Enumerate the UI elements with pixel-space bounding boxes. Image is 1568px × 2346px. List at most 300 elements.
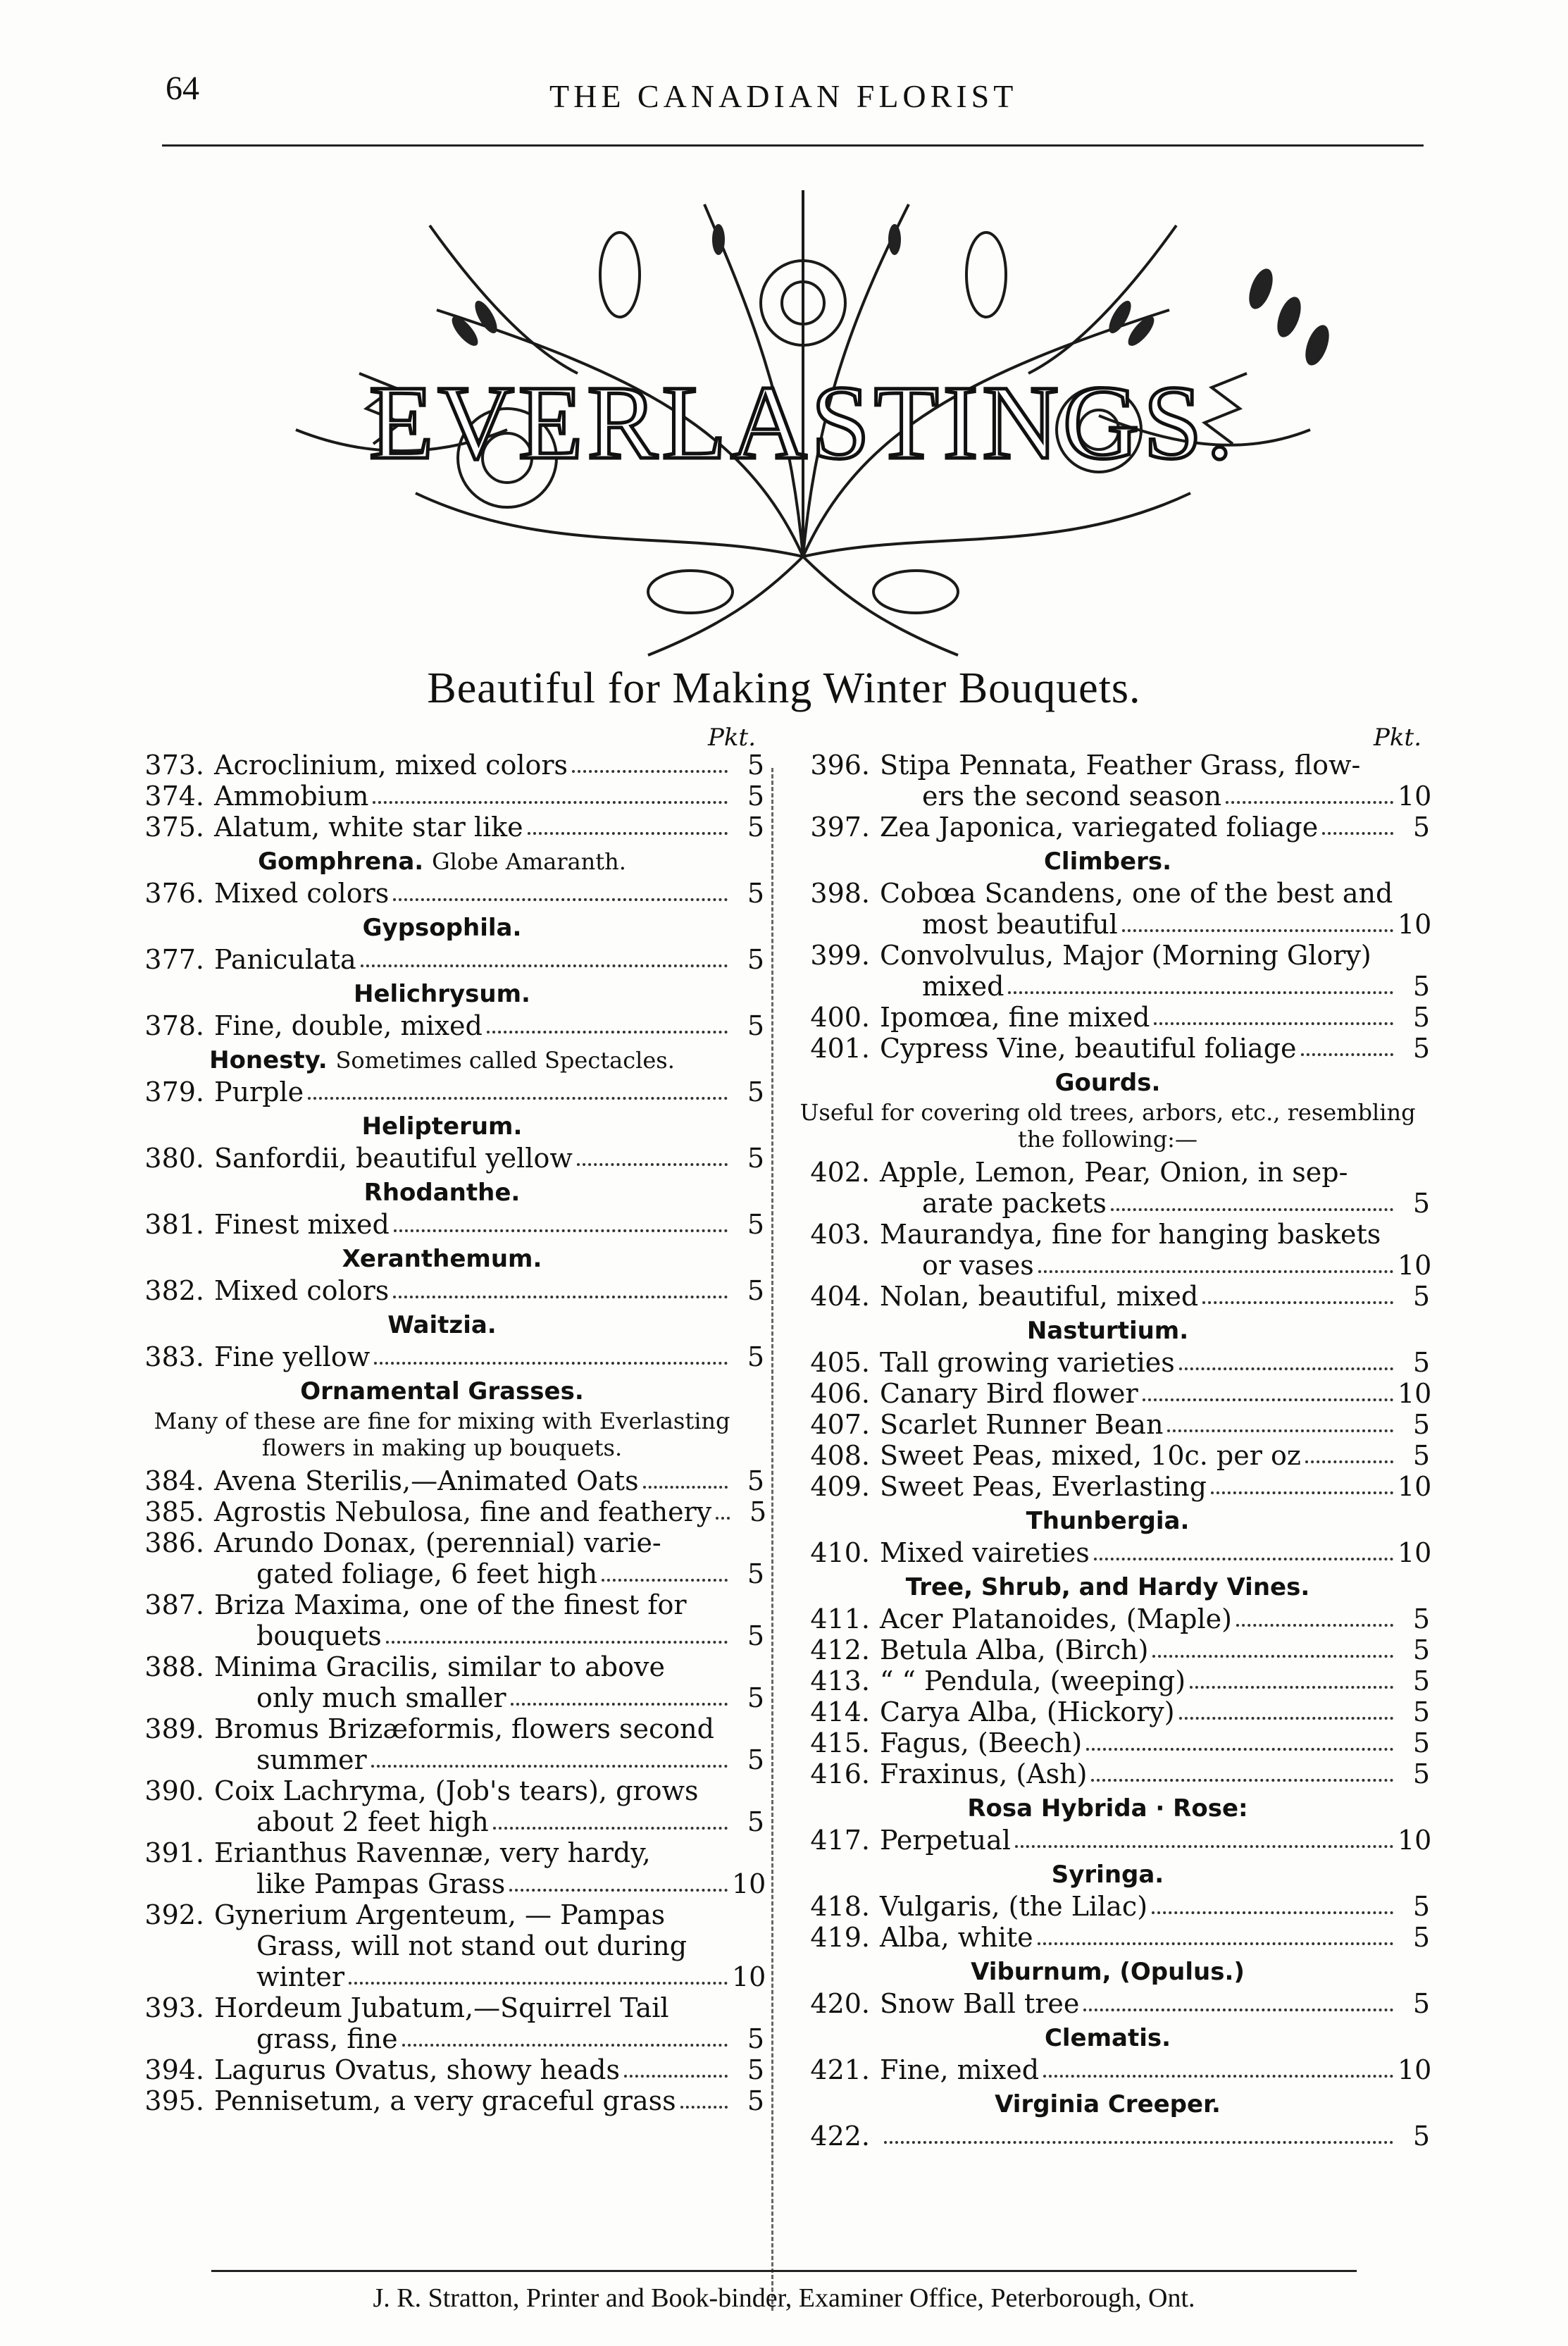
item-number: 383. xyxy=(144,1341,204,1372)
left-column xyxy=(120,724,767,2116)
item-price: 10 xyxy=(1398,781,1432,812)
section-title: Viburnum, (Opulus.) xyxy=(971,1958,1245,1986)
leader-dots xyxy=(1143,1398,1393,1401)
item-description xyxy=(214,1496,767,1527)
item-number: 399. xyxy=(810,940,870,971)
leader-dots xyxy=(1083,2009,1393,2011)
printer-footer: J. R. Stratton, Printer and Book-binder, Examiner Office, Peterborough, Ont. xyxy=(373,2283,1195,2313)
section-title: Helipterum. xyxy=(361,1112,523,1141)
leader-dots xyxy=(602,1579,728,1582)
item-description xyxy=(880,1347,1430,1378)
item-description xyxy=(880,1891,1430,1922)
leader-dots xyxy=(624,2075,728,2078)
item-name-line: Arundo Donax, (perennial) varie- xyxy=(214,1527,661,1558)
item-number: 420. xyxy=(810,1988,870,2019)
leader-dots xyxy=(373,801,728,804)
item-name: Pennisetum, a very graceful grass xyxy=(214,2085,676,2116)
item-number: 389. xyxy=(144,1713,204,1744)
item-number: 401. xyxy=(810,1033,870,1064)
item-number: 421. xyxy=(810,2054,870,2085)
item-price: 5 xyxy=(1412,971,1430,1002)
section-heading xyxy=(120,1177,764,1209)
catalog-entry xyxy=(785,1891,1430,1922)
item-number: 412. xyxy=(810,1634,870,1665)
item-number: 408. xyxy=(810,1440,870,1471)
item-price: 5 xyxy=(1412,1891,1430,1922)
item-name-line: winter xyxy=(256,1961,345,1992)
item-description xyxy=(214,1209,764,1240)
item-price: 5 xyxy=(747,1010,764,1041)
item-price: 5 xyxy=(747,944,764,975)
section-heading xyxy=(785,2022,1430,2054)
item-number: 417. xyxy=(810,1825,870,1856)
catalog-entry xyxy=(785,1537,1430,1568)
item-price: 10 xyxy=(1398,1378,1432,1409)
item-description xyxy=(880,1988,1430,2019)
item-name-line: arate packets xyxy=(922,1188,1107,1219)
section-description: Many of these are fine for mixing with Everlasting flowers in making up bouquets. xyxy=(154,1408,730,1461)
section-heading xyxy=(120,845,764,878)
catalog-entry xyxy=(785,1471,1430,1502)
item-number: 416. xyxy=(810,1758,870,1789)
leader-dots xyxy=(1322,832,1393,835)
item-number: 404. xyxy=(810,1281,870,1312)
section-heading xyxy=(785,1956,1430,1988)
item-name-last-line xyxy=(880,1188,1430,1219)
item-price: 5 xyxy=(747,781,764,812)
catalog-entry xyxy=(120,944,764,975)
item-name-line: Erianthus Ravennæ, very hardy, xyxy=(214,1837,651,1868)
item-description xyxy=(214,750,764,781)
leader-dots xyxy=(1152,1655,1393,1658)
leader-dots xyxy=(1038,1270,1393,1273)
item-price: 5 xyxy=(747,1620,764,1651)
item-number: 390. xyxy=(144,1775,204,1806)
item-price: 5 xyxy=(1412,1603,1430,1634)
item-description xyxy=(880,1219,1430,1281)
item-description xyxy=(214,781,764,812)
catalog-entry xyxy=(785,812,1430,843)
item-description xyxy=(214,944,764,975)
item-price: 10 xyxy=(1398,1825,1432,1856)
item-number: 392. xyxy=(144,1899,204,1930)
leader-dots xyxy=(1094,1558,1393,1560)
section-title: Climbers. xyxy=(1043,848,1171,876)
item-name-line: like Pampas Grass xyxy=(256,1868,506,1899)
item-price: 5 xyxy=(1412,1033,1430,1064)
item-price: 5 xyxy=(747,1806,764,1837)
item-name: Fraxinus, (Ash) xyxy=(880,1758,1088,1789)
item-name-line: or vases xyxy=(922,1250,1034,1281)
item-number: 400. xyxy=(810,1002,870,1033)
item-description xyxy=(214,1076,764,1107)
catalog-entry xyxy=(120,878,764,909)
item-name: Purple xyxy=(214,1076,304,1107)
banner-title: EVERLASTINGS. xyxy=(368,364,1238,481)
item-price: 5 xyxy=(747,2023,764,2054)
item-name-last-line xyxy=(214,1682,764,1713)
item-description xyxy=(214,878,764,909)
everlastings-banner xyxy=(254,162,1352,669)
right-list xyxy=(785,750,1430,2152)
item-price: 5 xyxy=(1412,1281,1430,1312)
leader-dots xyxy=(1226,801,1393,804)
item-name-last-line xyxy=(880,1250,1430,1281)
item-price: 5 xyxy=(1412,1727,1430,1758)
item-description xyxy=(880,1471,1430,1502)
item-description xyxy=(214,1143,764,1174)
right-column xyxy=(785,726,1430,2152)
item-number: 406. xyxy=(810,1378,870,1409)
catalog-entry xyxy=(785,940,1430,1002)
section-title: Gomphrena. xyxy=(258,848,424,876)
item-price: 5 xyxy=(1412,2121,1430,2152)
catalog-entry xyxy=(785,2054,1430,2085)
leader-dots xyxy=(509,1889,728,1892)
item-price: 5 xyxy=(1412,1988,1430,2019)
item-name: “ “ Pendula, (weeping) xyxy=(880,1665,1186,1696)
catalog-entry xyxy=(785,1440,1430,1471)
item-price: 10 xyxy=(1398,1471,1432,1502)
catalog-entry xyxy=(120,1209,764,1240)
item-price: 10 xyxy=(1398,2054,1432,2085)
section-title: Syringa. xyxy=(1051,1861,1164,1889)
item-description xyxy=(214,1341,764,1372)
item-description xyxy=(880,1727,1430,1758)
item-description xyxy=(880,1281,1430,1312)
catalog-entry xyxy=(785,1727,1430,1758)
item-description xyxy=(880,1665,1430,1696)
item-number: 403. xyxy=(810,1219,870,1250)
item-price: 5 xyxy=(747,878,764,909)
catalog-entry xyxy=(785,1347,1430,1378)
item-name-line: bouquets xyxy=(256,1620,382,1651)
item-number: 407. xyxy=(810,1409,870,1440)
item-number: 419. xyxy=(810,1922,870,1953)
item-name-last-line xyxy=(214,2023,764,2054)
item-name-line: Hordeum Jubatum,—Squirrel Tail xyxy=(214,1992,669,2023)
item-number: 405. xyxy=(810,1347,870,1378)
item-price: 5 xyxy=(1412,1758,1430,1789)
item-price: 5 xyxy=(747,1143,764,1174)
item-name: Tall growing varieties xyxy=(880,1347,1175,1378)
catalog-entry xyxy=(785,1634,1430,1665)
item-price: 5 xyxy=(747,2054,764,2085)
item-price: 5 xyxy=(747,2085,764,2116)
item-number: 384. xyxy=(144,1465,204,1496)
item-name-last-line xyxy=(880,909,1430,940)
item-name: Canary Bird flower xyxy=(880,1378,1138,1409)
catalog-entry xyxy=(120,1775,764,1837)
item-number: 385. xyxy=(144,1496,204,1527)
item-name: Finest mixed xyxy=(214,1209,390,1240)
item-number: 373. xyxy=(144,750,204,781)
leader-dots xyxy=(1038,1942,1393,1945)
item-number: 378. xyxy=(144,1010,204,1041)
item-name: Ipomœa, fine mixed xyxy=(880,1002,1150,1033)
catalog-entry xyxy=(120,2085,764,2116)
item-number: 388. xyxy=(144,1651,204,1682)
header-rule xyxy=(162,144,1424,147)
item-number: 393. xyxy=(144,1992,204,2023)
item-name-last-line xyxy=(214,1620,764,1651)
item-name: Snow Ball tree xyxy=(880,1988,1080,2019)
leader-dots xyxy=(393,898,728,901)
item-price: 5 xyxy=(747,812,764,843)
leader-dots xyxy=(1111,1208,1393,1211)
item-name-line: Gynerium Argenteum, — Pampas xyxy=(214,1899,666,1930)
item-price: 5 xyxy=(1412,1440,1430,1471)
item-price: 5 xyxy=(1412,1347,1430,1378)
item-name: Perpetual xyxy=(880,1825,1011,1856)
item-description xyxy=(880,2054,1430,2085)
item-description xyxy=(214,812,764,843)
section-heading xyxy=(785,1858,1430,1891)
item-name: Alba, white xyxy=(880,1922,1033,1953)
section-heading xyxy=(785,845,1430,878)
item-description xyxy=(880,1409,1430,1440)
item-number: 381. xyxy=(144,1209,204,1240)
item-name: Carya Alba, (Hickory) xyxy=(880,1696,1175,1727)
item-description xyxy=(880,1825,1430,1856)
catalog-entry xyxy=(120,1713,764,1775)
item-description xyxy=(880,1033,1430,1064)
catalog-entry xyxy=(785,1922,1430,1953)
item-name-line: Bromus Brizæformis, flowers second xyxy=(214,1713,714,1744)
item-number: 391. xyxy=(144,1837,204,1868)
leader-dots xyxy=(528,832,728,835)
item-price: 5 xyxy=(1412,1409,1430,1440)
item-price: 5 xyxy=(749,1496,767,1527)
item-name: Zea Japonica, variegated foliage xyxy=(880,812,1319,843)
item-name-line: mixed xyxy=(922,971,1004,1002)
item-price: 5 xyxy=(1412,1665,1430,1696)
item-name: Sweet Peas, mixed, 10c. per oz xyxy=(880,1440,1301,1471)
item-description xyxy=(214,1651,764,1713)
item-description xyxy=(880,1696,1430,1727)
leader-dots xyxy=(1154,1022,1393,1025)
section-title: Rhodanthe. xyxy=(363,1179,521,1207)
item-price: 5 xyxy=(747,1744,764,1775)
item-name: Acroclinium, mixed colors xyxy=(214,750,568,781)
section-title: Helichrysum. xyxy=(354,980,530,1008)
item-number: 380. xyxy=(144,1143,204,1174)
section-heading xyxy=(785,2088,1430,2121)
item-number: 415. xyxy=(810,1727,870,1758)
item-name-line: Maurandya, fine for hanging baskets xyxy=(880,1219,1381,1250)
item-number: 374. xyxy=(144,781,204,812)
item-name: Nolan, beautiful, mixed xyxy=(880,1281,1199,1312)
leader-dots xyxy=(493,1827,728,1830)
catalog-entry xyxy=(785,2121,1430,2152)
item-number: 396. xyxy=(810,750,870,781)
leader-dots xyxy=(511,1703,728,1706)
catalog-entry xyxy=(785,1603,1430,1634)
item-description xyxy=(214,1992,764,2054)
item-number: 418. xyxy=(810,1891,870,1922)
footer-rule xyxy=(211,2270,1357,2272)
item-description xyxy=(880,2121,1430,2152)
leader-dots xyxy=(1167,1429,1393,1432)
item-price: 5 xyxy=(1412,1634,1430,1665)
item-description xyxy=(214,2085,764,2116)
item-description xyxy=(880,1157,1430,1219)
item-price: 5 xyxy=(747,750,764,781)
item-name: Cypress Vine, beautiful foliage xyxy=(880,1033,1297,1064)
leader-dots xyxy=(1179,1717,1393,1720)
section-heading xyxy=(120,912,764,944)
column-divider xyxy=(771,768,773,2311)
catalog-entry xyxy=(785,1157,1430,1219)
section-heading xyxy=(120,1110,764,1143)
leader-dots xyxy=(1236,1624,1393,1627)
section-heading xyxy=(120,1375,764,1408)
item-name-line: summer xyxy=(256,1744,367,1775)
item-name-line: ers the second season xyxy=(922,781,1222,812)
section-heading xyxy=(785,1571,1430,1603)
item-name-line: gated foliage, 6 feet high xyxy=(256,1558,598,1589)
item-name-line: about 2 feet high xyxy=(256,1806,489,1837)
section-title: Ornamental Grasses. xyxy=(300,1377,584,1405)
item-name: Mixed colors xyxy=(214,1275,390,1306)
catalog-entry xyxy=(785,1281,1430,1312)
leader-dots xyxy=(361,964,728,967)
item-name: Fine, mixed xyxy=(880,2054,1040,2085)
section-note: Globe Amaranth. xyxy=(432,848,626,875)
item-description xyxy=(214,1899,764,1992)
catalog-entry xyxy=(785,1409,1430,1440)
leader-dots xyxy=(349,1982,728,1985)
item-description xyxy=(880,1634,1430,1665)
catalog-entry xyxy=(120,1589,764,1651)
item-description xyxy=(214,1837,764,1899)
item-name-line: Grass, will not stand out during xyxy=(256,1930,687,1961)
leader-dots xyxy=(572,770,728,773)
catalog-entry xyxy=(785,750,1430,812)
item-number: 411. xyxy=(810,1603,870,1634)
item-description xyxy=(214,1527,764,1589)
item-name: Avena Sterilis,—Animated Oats xyxy=(214,1465,639,1496)
catalog-entry xyxy=(120,1651,764,1713)
item-name: Agrostis Nebulosa, fine and feathery xyxy=(214,1496,712,1527)
catalog-entry xyxy=(785,878,1430,940)
catalog-entry xyxy=(120,812,764,843)
item-number: 375. xyxy=(144,812,204,843)
item-price: 5 xyxy=(1412,1922,1430,1953)
leader-dots xyxy=(371,1765,728,1768)
leader-dots xyxy=(1305,1460,1393,1463)
item-name: Fine yellow xyxy=(214,1341,371,1372)
left-list xyxy=(120,750,767,2116)
section-title: Xeranthemum. xyxy=(342,1245,542,1273)
item-name: Vulgaris, (the Lilac) xyxy=(880,1891,1148,1922)
item-description xyxy=(880,1922,1430,1953)
item-name: Lagurus Ovatus, showy heads xyxy=(214,2054,620,2085)
section-title: Rosa Hybrida · Rose: xyxy=(967,1794,1248,1823)
item-number: 386. xyxy=(144,1527,204,1558)
section-title: Gourds. xyxy=(1054,1069,1161,1097)
section-title: Gypsophila. xyxy=(362,914,522,942)
item-name: Ammobium xyxy=(214,781,369,812)
catalog-entry xyxy=(120,1899,764,1992)
item-name: Fine, double, mixed xyxy=(214,1010,483,1041)
leader-dots xyxy=(680,2106,728,2109)
item-name-last-line xyxy=(880,781,1430,812)
catalog-entry xyxy=(120,1275,764,1306)
leader-dots xyxy=(1179,1367,1393,1370)
catalog-entry xyxy=(120,781,764,812)
section-title: Nasturtium. xyxy=(1026,1317,1189,1345)
running-head: THE CANADIAN FLORIST xyxy=(549,78,1018,114)
item-number: 395. xyxy=(144,2085,204,2116)
section-description: Useful for covering old trees, arbors, etc., resembling the following:— xyxy=(799,1099,1416,1153)
leader-dots xyxy=(394,1229,728,1232)
item-name-last-line xyxy=(214,1868,764,1899)
section-heading xyxy=(120,1044,764,1076)
item-description xyxy=(214,2054,764,2085)
item-price: 5 xyxy=(1412,812,1430,843)
catalog-entry xyxy=(120,1465,764,1496)
leader-dots xyxy=(1202,1301,1393,1304)
item-description xyxy=(214,1775,764,1837)
pkt-column-heading: Pkt. xyxy=(708,724,756,752)
item-description xyxy=(880,1537,1430,1568)
item-number: 410. xyxy=(810,1537,870,1568)
item-price: 5 xyxy=(1412,1002,1430,1033)
item-price: 5 xyxy=(747,1209,764,1240)
section-heading xyxy=(785,1505,1430,1537)
item-description xyxy=(880,940,1430,1002)
leader-dots xyxy=(1086,1748,1393,1751)
foliage-leaves xyxy=(448,224,1334,368)
catalog-entry xyxy=(785,1219,1430,1281)
item-price: 10 xyxy=(1398,909,1432,940)
item-name-last-line xyxy=(214,1744,764,1775)
catalog-entry xyxy=(785,1758,1430,1789)
item-number: 398. xyxy=(810,878,870,909)
item-name: Scarlet Runner Bean xyxy=(880,1409,1164,1440)
item-price: 5 xyxy=(747,1076,764,1107)
item-name: Mixed vaireties xyxy=(880,1537,1090,1568)
item-description xyxy=(880,1603,1430,1634)
item-number: 387. xyxy=(144,1589,204,1620)
catalog-entry xyxy=(785,1002,1430,1033)
item-number: 409. xyxy=(810,1471,870,1502)
item-name-line: Minima Gracilis, similar to above xyxy=(214,1651,665,1682)
item-name-line: Apple, Lemon, Pear, Onion, in sep- xyxy=(880,1157,1348,1188)
catalog-entry xyxy=(120,1143,764,1174)
item-price: 5 xyxy=(747,1465,764,1496)
item-name-line: Coix Lachryma, (Job's tears), grows xyxy=(214,1775,699,1806)
section-heading xyxy=(120,1243,764,1275)
catalog-entry xyxy=(785,1378,1430,1409)
item-name: Sweet Peas, Everlasting xyxy=(880,1471,1207,1502)
leader-dots xyxy=(716,1517,730,1520)
item-description xyxy=(880,878,1430,940)
pkt-column-heading: Pkt. xyxy=(1374,724,1421,752)
item-price: 10 xyxy=(732,1868,766,1899)
catalog-entry xyxy=(120,1527,764,1589)
item-description xyxy=(880,1002,1430,1033)
item-number: 394. xyxy=(144,2054,204,2085)
item-number: 414. xyxy=(810,1696,870,1727)
page-subtitle: Beautiful for Making Winter Bouquets. xyxy=(427,664,1141,712)
item-name: Mixed colors xyxy=(214,878,390,909)
leader-dots xyxy=(884,2141,1393,2144)
catalog-entry xyxy=(120,2054,764,2085)
section-heading xyxy=(120,978,764,1010)
section-heading xyxy=(785,1792,1430,1825)
